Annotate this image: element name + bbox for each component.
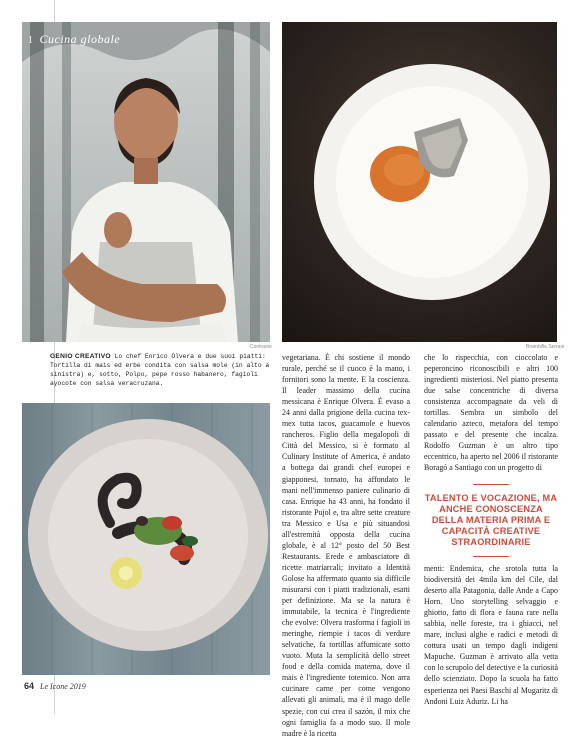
tortilla-mole-dish-photo bbox=[282, 22, 557, 342]
portrait-photo-credit: Contrasto bbox=[250, 344, 272, 350]
tortilla-mole-dish-illustration bbox=[282, 22, 557, 342]
plate-photo-credit: Brambilla Serrani bbox=[526, 344, 565, 350]
photo-caption bbox=[50, 352, 272, 388]
article-text-middle: vegetariana. È chi sostiene il mondo rurale, perché se il cuoco è la mano, i fornitori sono la mente. E la coscienza. Il leader massimo della cucina messicana è Enrique Olvera. È evaso a 24 anni dalla prigione della cucina tex-mex tutta tacos, guacamole e huevos rancheros. Figlio della megalopoli di Città del Messico, si è formato al Culinary Institute of America, è andato a bottega dai grandi chef europei e giapponesi, tornato, ha affondato le mani nell'immenso paniere culinario di casa. Enrique ha 43 anni, ha fondato il ristorante Pujol e, tra altre sette creature tra Messico e Usa e più situandosi all'estremità opposta della cucina globale, è al 12° posto del 50 Best Restaurants. Erede e ambasciatore di ricette matriarcali; invitato a Identità Golose ha affermato quanto sia difficile misurarsi con i piatti tradizionali, esatti per definizione. Ma se la natura è immutabile, la tecnica è l'ingrediente che evolve: Olvera trasforma i fagioli in meringhe, riempie i tacos di verdure selvatiche, fa tortillas affumicate sotto vuoto. Muta la semplicità dello street food e della comida materna, dove il mais è l'ingrediente totemico. Non arra cucinare carne per come vengono allevati gli animali, ma è il mago delle spezie, con cui crea il sazón, il mix che ogni famiglia fa a modo suo. Il mole madre è la ricetta bbox=[282, 353, 410, 738]
section-header bbox=[28, 32, 120, 47]
article-column-right-top bbox=[424, 352, 558, 474]
chef-portrait-photo bbox=[22, 22, 270, 342]
article-text-right-top: che lo rispecchia, con cioccolato e peperoncino riconoscibili e altri 100 ingredienti misteriosi. Nel piatto presenta due salse concentriche di diversa consistenza accompagnate da veli di tortillas. Sembra un simbolo del calendario azteco, metafora del tempo passato e del presente che incalza. Rodolfo Guzman è un altro tipo eccentrico, ha aperto nel 2006 il ristorante Boragó a Santiago con un progetto di bbox=[424, 353, 558, 473]
pull-quote-rule-top bbox=[473, 484, 509, 485]
publication-name: Le Icone 2019 bbox=[40, 682, 86, 691]
page-folio bbox=[24, 681, 86, 691]
caption-text: Lo chef Enrico Olvera e due suoi piatti: Tortilla di mais ed erbe condita con salsa mole (in alto a sinistra) e, sotto, Polpo, pepe rosso habanero, fagioli ayocote con salsa veracruzana. bbox=[50, 353, 270, 387]
section-title: Cucina globale bbox=[39, 32, 121, 46]
section-number: 1 bbox=[28, 35, 34, 46]
page-number: 64 bbox=[24, 681, 35, 691]
octopus-dish-photo bbox=[22, 403, 270, 675]
caption-lead: GENIO CREATIVO bbox=[50, 353, 111, 360]
pull-quote-rule-bottom bbox=[473, 556, 509, 557]
pull-quote-text: TALENTO E VOCAZIONE, MA ANCHE CONOSCENZA DELLA MATERIA PRIMA E CAPACITÀ CREATIVE STRAORDINARIE bbox=[424, 493, 558, 547]
article-column-right-bottom bbox=[424, 563, 558, 707]
chef-portrait-illustration bbox=[22, 22, 270, 342]
article-text-right-bottom: menti: Endemica, che srotola tutta la biodiversità dei 4mila km del Cile, dal deserto alla Patagonia, dalle Ande a Capo Horn. Uno storytelling selvaggio e ghiotto, fatto di flora e fauna rare nella sabbia, nelle foreste, tra i ghiacci, nel mare, inclusi alghe e radici e metodi di cottura usati un tempo dagli indigeni Mapuche. Guzman è arrivato alla vetta con lo scrupolo del detective e la curiosità dello scienziato. Dopo la scuola ha fatto esperienza nei Paesi Baschi al Mugaritz di Andoni Luiz Aduriz. Li ha bbox=[424, 564, 558, 706]
pull-quote bbox=[424, 484, 558, 557]
article-column-middle bbox=[282, 352, 410, 739]
octopus-dish-illustration bbox=[22, 403, 270, 675]
